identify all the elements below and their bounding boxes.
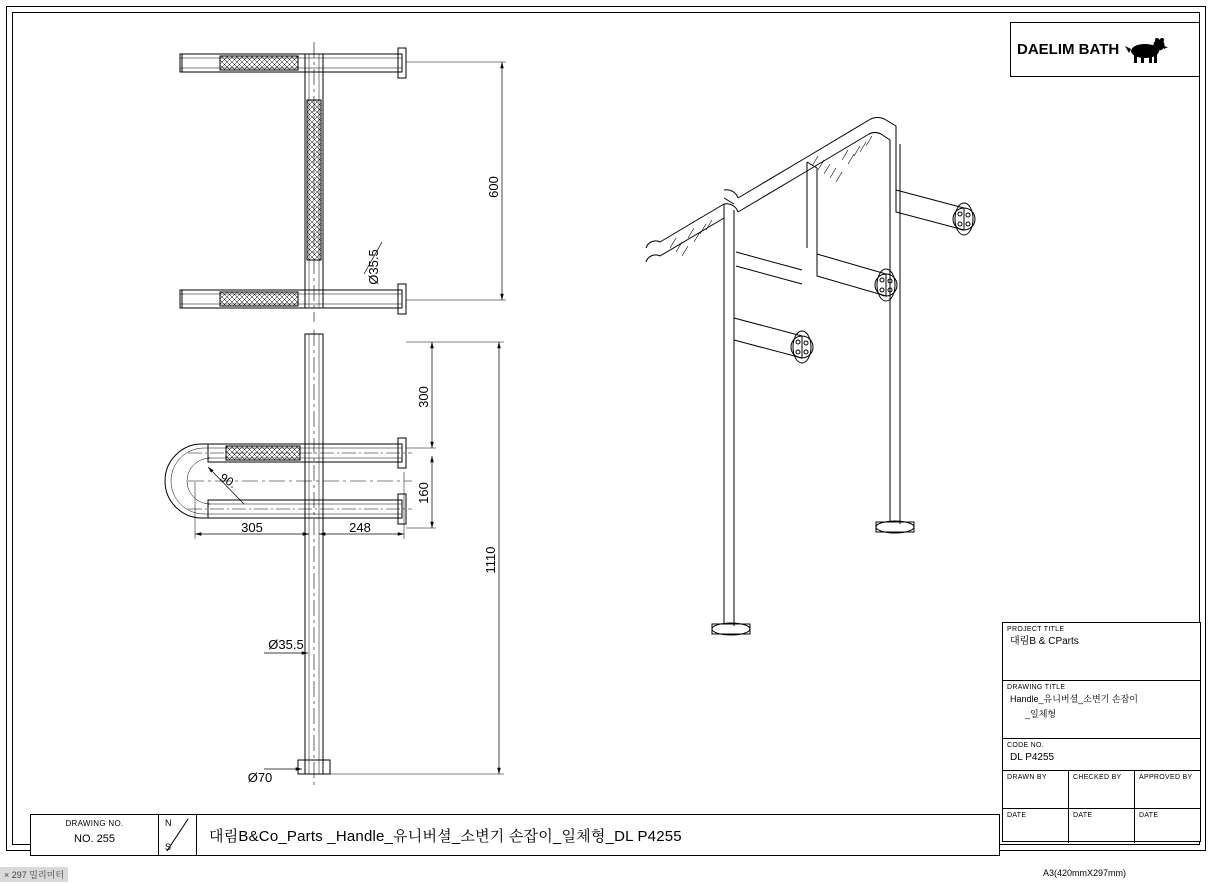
- date-label-3: DATE: [1139, 812, 1159, 819]
- project-title-label: PROJECT TITLE: [1007, 626, 1065, 633]
- footer-drawing-no: [31, 815, 159, 855]
- brand-logo: [1010, 22, 1200, 77]
- scale-note: × 297 밀리미터: [0, 867, 68, 882]
- title-block: [1002, 622, 1201, 842]
- title-block-code: [1003, 739, 1200, 771]
- dim-label-dia-35-5-top: Ø35.5: [366, 249, 381, 285]
- title-block-signoff: [1003, 771, 1200, 809]
- footer-ns-bottom: S: [165, 842, 172, 852]
- checked-by-cell: [1069, 771, 1135, 808]
- dim-label-1110: 1110: [483, 546, 498, 574]
- dim-label-160: 160: [416, 482, 431, 504]
- title-block-drawing: [1003, 681, 1200, 739]
- dim-label-300: 300: [416, 386, 431, 408]
- date-cell-3: [1135, 809, 1200, 843]
- date-cell-2: [1069, 809, 1135, 843]
- code-no-value: DL P4255: [1010, 752, 1055, 763]
- footer-ns-cell: [159, 815, 197, 855]
- sheet-size-label: A3(420mmX297mm): [1042, 868, 1126, 878]
- dim-label-dia-35-5-post: Ø35.5: [268, 637, 304, 652]
- approved-by-label: APPROVED BY: [1139, 774, 1193, 781]
- title-block-project: [1003, 623, 1200, 681]
- footer-title: 대림B&Co_Parts _Handle_유니버셜_소변기 손잡이_일체형_DL P4255: [209, 827, 682, 845]
- date-label-2: DATE: [1073, 812, 1093, 819]
- footer-drawing-no-value: NO. 255: [74, 833, 115, 845]
- dim-label-248: 248: [349, 520, 371, 535]
- drawing-title-value: Handle_유니버셜_소변기 손잡이: [1010, 694, 1138, 704]
- isometric-view-geometry: [646, 118, 975, 635]
- title-block-dates: [1003, 809, 1200, 843]
- front-view-geometry: [165, 330, 412, 787]
- brand-name: DAELIM BATH: [1017, 41, 1120, 58]
- project-title-value: 대림B & CParts: [1010, 636, 1079, 647]
- drawn-by-cell: [1003, 771, 1069, 808]
- dim-label-600: 600: [486, 176, 501, 198]
- date-cell-1: [1003, 809, 1069, 843]
- polar-bear-icon: [1123, 35, 1169, 65]
- date-label-1: DATE: [1007, 812, 1027, 819]
- dim-label-305: 305: [241, 520, 263, 535]
- checked-by-label: CHECKED BY: [1073, 774, 1122, 781]
- drawing-title-label: DRAWING TITLE: [1007, 684, 1066, 691]
- approved-by-cell: [1135, 771, 1200, 808]
- drawing-title-value-2: _일체형: [1025, 709, 1057, 719]
- dim-label-radius-90: 90.: [217, 470, 239, 491]
- drawing-footer: [30, 814, 1000, 856]
- code-no-label: CODE NO.: [1007, 742, 1045, 749]
- dim-label-dia-70: Ø70: [247, 770, 273, 785]
- drawn-by-label: DRAWN BY: [1007, 774, 1047, 781]
- footer-ns-top: N: [165, 818, 172, 828]
- footer-drawing-no-label: DRAWING NO.: [65, 819, 124, 828]
